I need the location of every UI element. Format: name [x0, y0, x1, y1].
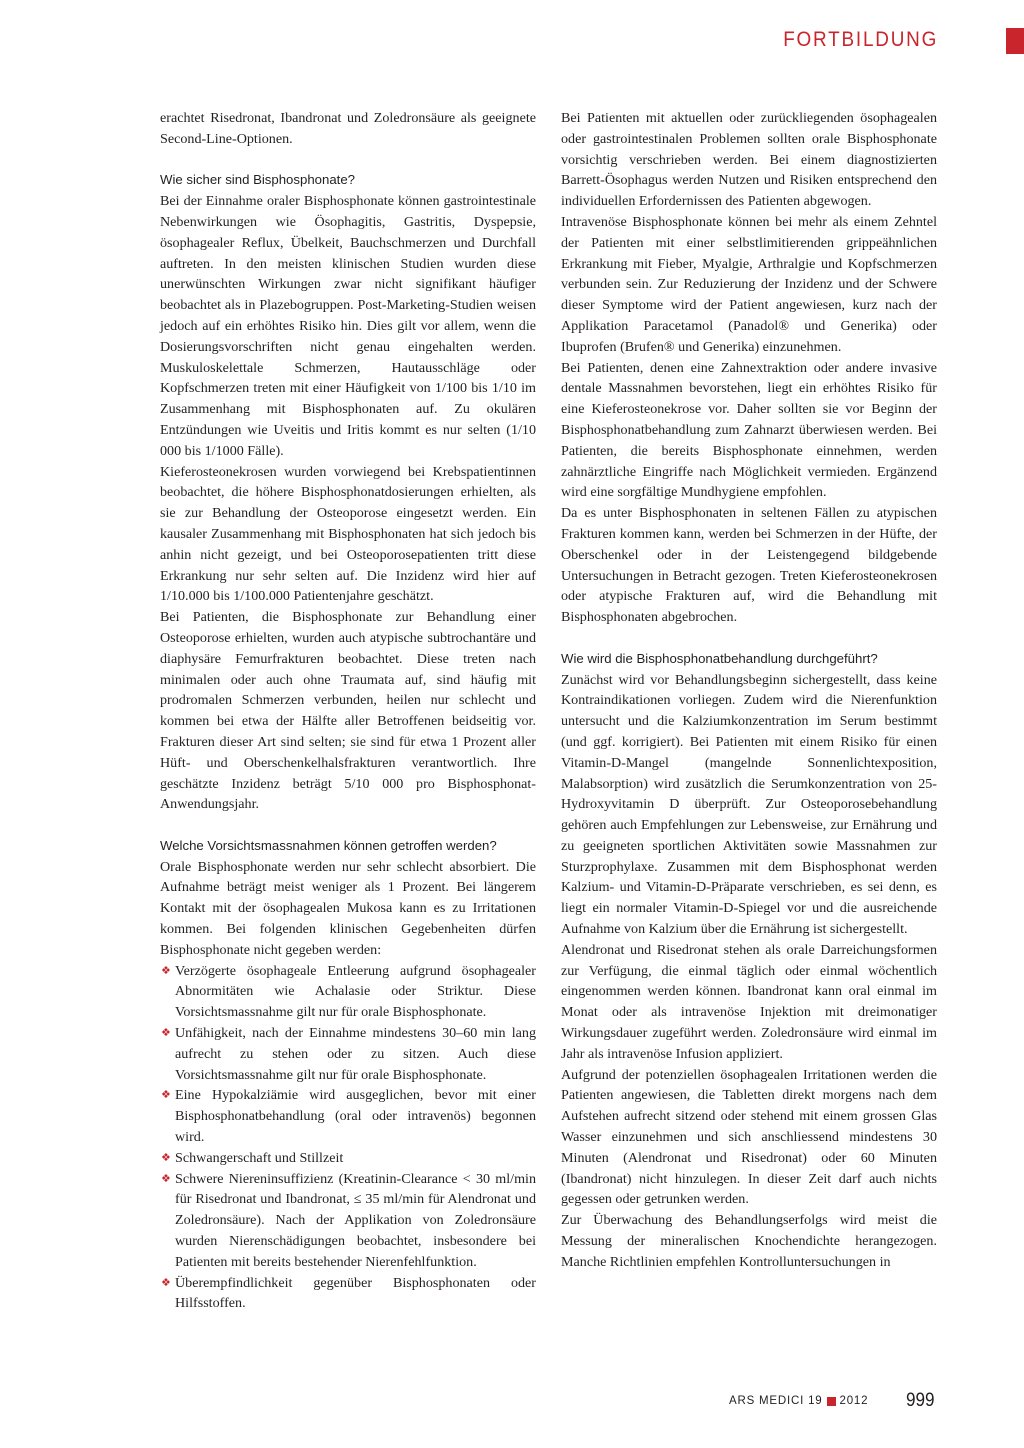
page-number: 999 [906, 1390, 935, 1411]
list-item: ❖ Unfähigkeit, nach der Einnahme mindestens 30–60 min lang aufrecht zu stehen oder zu sitzen. Auch diese Vorsichtsmassnahme gilt nur für orale Bisphosphonate. [161, 1025, 536, 1083]
section-label: FORTBILDUNG [783, 28, 938, 51]
list-item: ❖ Eine Hypokalziämie wird ausgeglichen, bevor mit einer Bisphosphonatbehandlung (oral oder intravenös) begonnen wird. [161, 1087, 536, 1146]
paragraph-atypical-fractures: Da es unter Bisphosphonaten in seltenen Fällen zu atypischen Frakturen kommen kann, werden bei Schmerzen in der Hüfte, der Oberschenkel oder in der Leistengegend bildgebende Untersuchungen in Betracht gezogen. Treten Kieferosteonekrosen oder atypische Frakturen auf, wird die Behandlung mit Bisphosphonaten abgebrochen. [561, 505, 937, 626]
intro-paragraph: erachtet Risedronat, Ibandronat und Zoledronsäure als geeignete Second-Line-Optionen. [160, 110, 536, 147]
left-column [160, 108, 536, 1314]
diamond-bullet-icon: ❖ [161, 1026, 171, 1040]
footer-square-icon [827, 1397, 836, 1406]
diamond-bullet-icon: ❖ [161, 1088, 171, 1102]
section-accent-bar [1006, 28, 1024, 54]
paragraph-gi-problems: Bei Patienten mit aktuellen oder zurückliegenden ösophagealen oder gastrointestinalen Problemen sollten orale Bisphosphonate vorsichtig verschrieben werden. Bei einem diagnostizierten Barrett-Ösophagus werden Nutzen und Risiken entsprechend den individuellen Erfordernissen des Patienten abgewogen. [561, 110, 937, 210]
list-item: ❖ Verzögerte ösophageale Entleerung aufgrund ösophagealer Abnormitäten wie Achalasie oder Striktur. Diese Vorsichtsmassnahme gilt nur für orale Bisphosphonate. [161, 962, 536, 1021]
heading-treatment: Wie wird die Bisphosphonatbehandlung durchgeführt? [561, 650, 878, 666]
list-item: ❖ Schwangerschaft und Stillzeit [160, 1148, 536, 1169]
list-item: ❖ Schwere Niereninsuffizienz (Kreatinin-Clearance < 30 ml/min für Risedronat und Ibandronat, ≤ 35 ml/min für Alendronat und Zoledronsäure). Nach der Applikation von Zoledronsäure wurden Nierenschädigungen beobachtet, insbesondere bei Patienten mit bereits bestehender Nierenfehlfunktion. [161, 1170, 536, 1270]
diamond-bullet-icon: ❖ [161, 1171, 171, 1185]
page-footer [729, 1390, 938, 1412]
paragraph-monitoring: Zur Überwachung des Behandlungserfolgs wird meist die Messung der mineralischen Knochendichte herangezogen. Manche Richtlinien empfehlen Kontrolluntersuchungen in [561, 1212, 937, 1270]
journal-year: 2012 [839, 1395, 869, 1407]
paragraph-absorption: Orale Bisphosphonate werden nur sehr schlecht absorbiert. Die Aufnahme beträgt meist weniger als 1 Prozent. Bei längerem Kontakt mit der ösophagealen Mukosa kann es zu Irritationen kommen. Bei folgenden klinischen Gegebenheiten dürfen Bisphosphonate nicht gegeben werden: [160, 858, 536, 958]
contraindication-list [160, 961, 536, 1315]
journal-name: ARS MEDICI 19 [729, 1395, 823, 1407]
diamond-bullet-icon: ❖ [161, 1150, 171, 1164]
diamond-bullet-icon: ❖ [161, 1275, 171, 1289]
paragraph-fractures: Bei Patienten, die Bisphosphonate zur Behandlung einer Osteoporose erhielten, wurden auch atypische subtrochantäre und diaphysäre Femurfrakturen beobachtet. Diese treten nach minimalen oder auch ohne Traumata auf, sind häufig mit prodromalen Schmerzen verbunden, heilen nur schlecht und kommen bei etwa der Hälfte aller Betroffenen beidseitig vor. Frakturen dieser Art sind selten; sie sind für etwa 1 Prozent aller Hüft- und Oberschenkelhalsfrakturen verantwortlich. Ihre geschätzte Inzidenz beträgt 5/10 000 pro Bisphosphonat-Anwendungsjahr. [160, 609, 536, 813]
paragraph-side-effects: Bei der Einnahme oraler Bisphosphonate können gastrointestinale Nebenwirkungen wie Ösophagitis, Gastritis, Dyspepsie, ösophagealer Reflux, Übelkeit, Bauchschmerzen und Durchfall auftreten. In den meisten klinischen Studien wurden diese unerwünschten Wirkungen zwar nicht signifikant häufiger beobachtet als in Plazebogruppen. Post-Marketing-Studien weisen jedoch auf ein erhöhtes Risiko hin. Dies gilt vor allem, wenn die Dosierungsvorschriften nicht genau eingehalten werden. Muskuloskelettale Schmerzen, Hautausschläge oder Kopfschmerzen treten mit einer Häufigkeit von 1/100 bis 1/10 im Zusammenhang mit Bisphosphonaten auf. Zu okulären Entzündungen wie Uveitis und Iritis kommt es nur selten (1/10 000 bis 1/1000 Fälle). [160, 193, 536, 459]
paragraph-osteonecrosis: Kieferosteonekrosen wurden vorwiegend bei Krebspatientinnen beobachtet, die höhere Bisphosphonatdosierungen erhielten, als sie zur Behandlung der Osteoporose eingesetzt werden. Ein kausaler Zusammenhang mit Bisphosphonaten hat sich jedoch bis anhin nicht gezeigt, und bei Osteoporosepatienten tritt diese Erkrankung nur sehr selten auf. Die Inzidenz wird hier auf 1/10.000 bis 1/100.000 Patientenjahre geschätzt. [160, 463, 536, 605]
diamond-bullet-icon: ❖ [161, 963, 171, 977]
paragraph-iv-flu: Intravenöse Bisphosphonate können bei mehr als einem Zehntel der Patienten mit einer selbstlimitierenden grippeähnlichen Erkrankung mit Fieber, Myalgie, Arthralgie und Kopfschmerzen verbunden sein. Zur Reduzierung der Inzidenz und der Schwere dieser Symptome wird der Patient angewiesen, kurz nach der Applikation Paracetamol (Panadol® und Generika) oder Ibuprofen (Brufen® und Generika) einzunehmen. [561, 213, 937, 355]
paragraph-before-treatment: Zunächst wird vor Behandlungsbeginn sichergestellt, dass keine Kontraindikationen vorliegen. Zudem wird die Nierenfunktion untersucht und die Kalziumkonzentration im Serum bestimmt (und ggf. korrigiert). Bei Patienten mit einem Risiko für einen Vitamin-D-Mangel (mangelnde Sonnenlichtexposition, Malabsorption) wird zusätzlich die Serumkonzentration von 25-Hydroxyvitamin D überprüft. Zur Osteoporosebehandlung gehören auch Empfehlungen zur Lebensweise, zur Ernährung und zu geeigneten sportlichen Aktivitäten sowie Massnahmen zur Sturzprophylaxe. Zusammen mit dem Bisphosphonat werden Kalzium- und Vitamin-D-Präparate verschrieben, es sei denn, es liegt ein normaler Vitamin-D-Spiegel vor und die ausreichende Aufnahme von Kalzium über die Ernährung ist sichergestellt. [561, 671, 937, 938]
paragraph-intake-instructions: Aufgrund der potenziellen ösophagealen Irritationen werden die Patienten angewiesen, die Tabletten direkt morgens nach dem Aufstehen aufrecht sitzend oder stehend mit einem grossen Glas Wasser einzunehmen und sich anschliessend mindestens 30 Minuten (Alendronat und Risedronat) oder 60 Minuten (Ibandronat) nicht hinzulegen. In dieser Zeit darf auch nichts gegessen oder getrunken werden. [561, 1066, 937, 1208]
paragraph-dosage-forms: Alendronat und Risedronat stehen als orale Darreichungsformen zur Verfügung, die einmal täglich oder einmal wöchentlich eingenommen werden können. Ibandronat kann oral einmal im Monat oder als intravenöse Injektion mit dreimonatiger Wirkungsdauer zugeführt werden. Zoledronsäure wird einmal im Jahr als intravenöse Infusion appliziert. [561, 941, 937, 1062]
paragraph-dental: Bei Patienten, denen eine Zahnextraktion oder andere invasive dentale Massnahmen bevorstehen, liegt ein erhöhtes Risiko für eine Kieferosteonekrose vor. Daher sollten sie vor Beginn der Bisphosphonatbehandlung zum Zahnarzt überwiesen werden. Bei Patienten, die bereits Bisphosphonate einnehmen, werden zahnärztliche Eingriffe nach Möglichkeit vermieden. Ergänzend wird eine sorgfältige Mundhygiene empfohlen. [561, 359, 937, 501]
heading-safety: Wie sicher sind Bisphosphonate? [160, 172, 355, 188]
right-column [561, 108, 937, 1273]
heading-precautions: Welche Vorsichtsmassnahmen können getroffen werden? [160, 837, 497, 853]
list-item: ❖ Überempfindlichkeit gegenüber Bisphosphonaten oder Hilfsstoffen. [161, 1274, 536, 1312]
